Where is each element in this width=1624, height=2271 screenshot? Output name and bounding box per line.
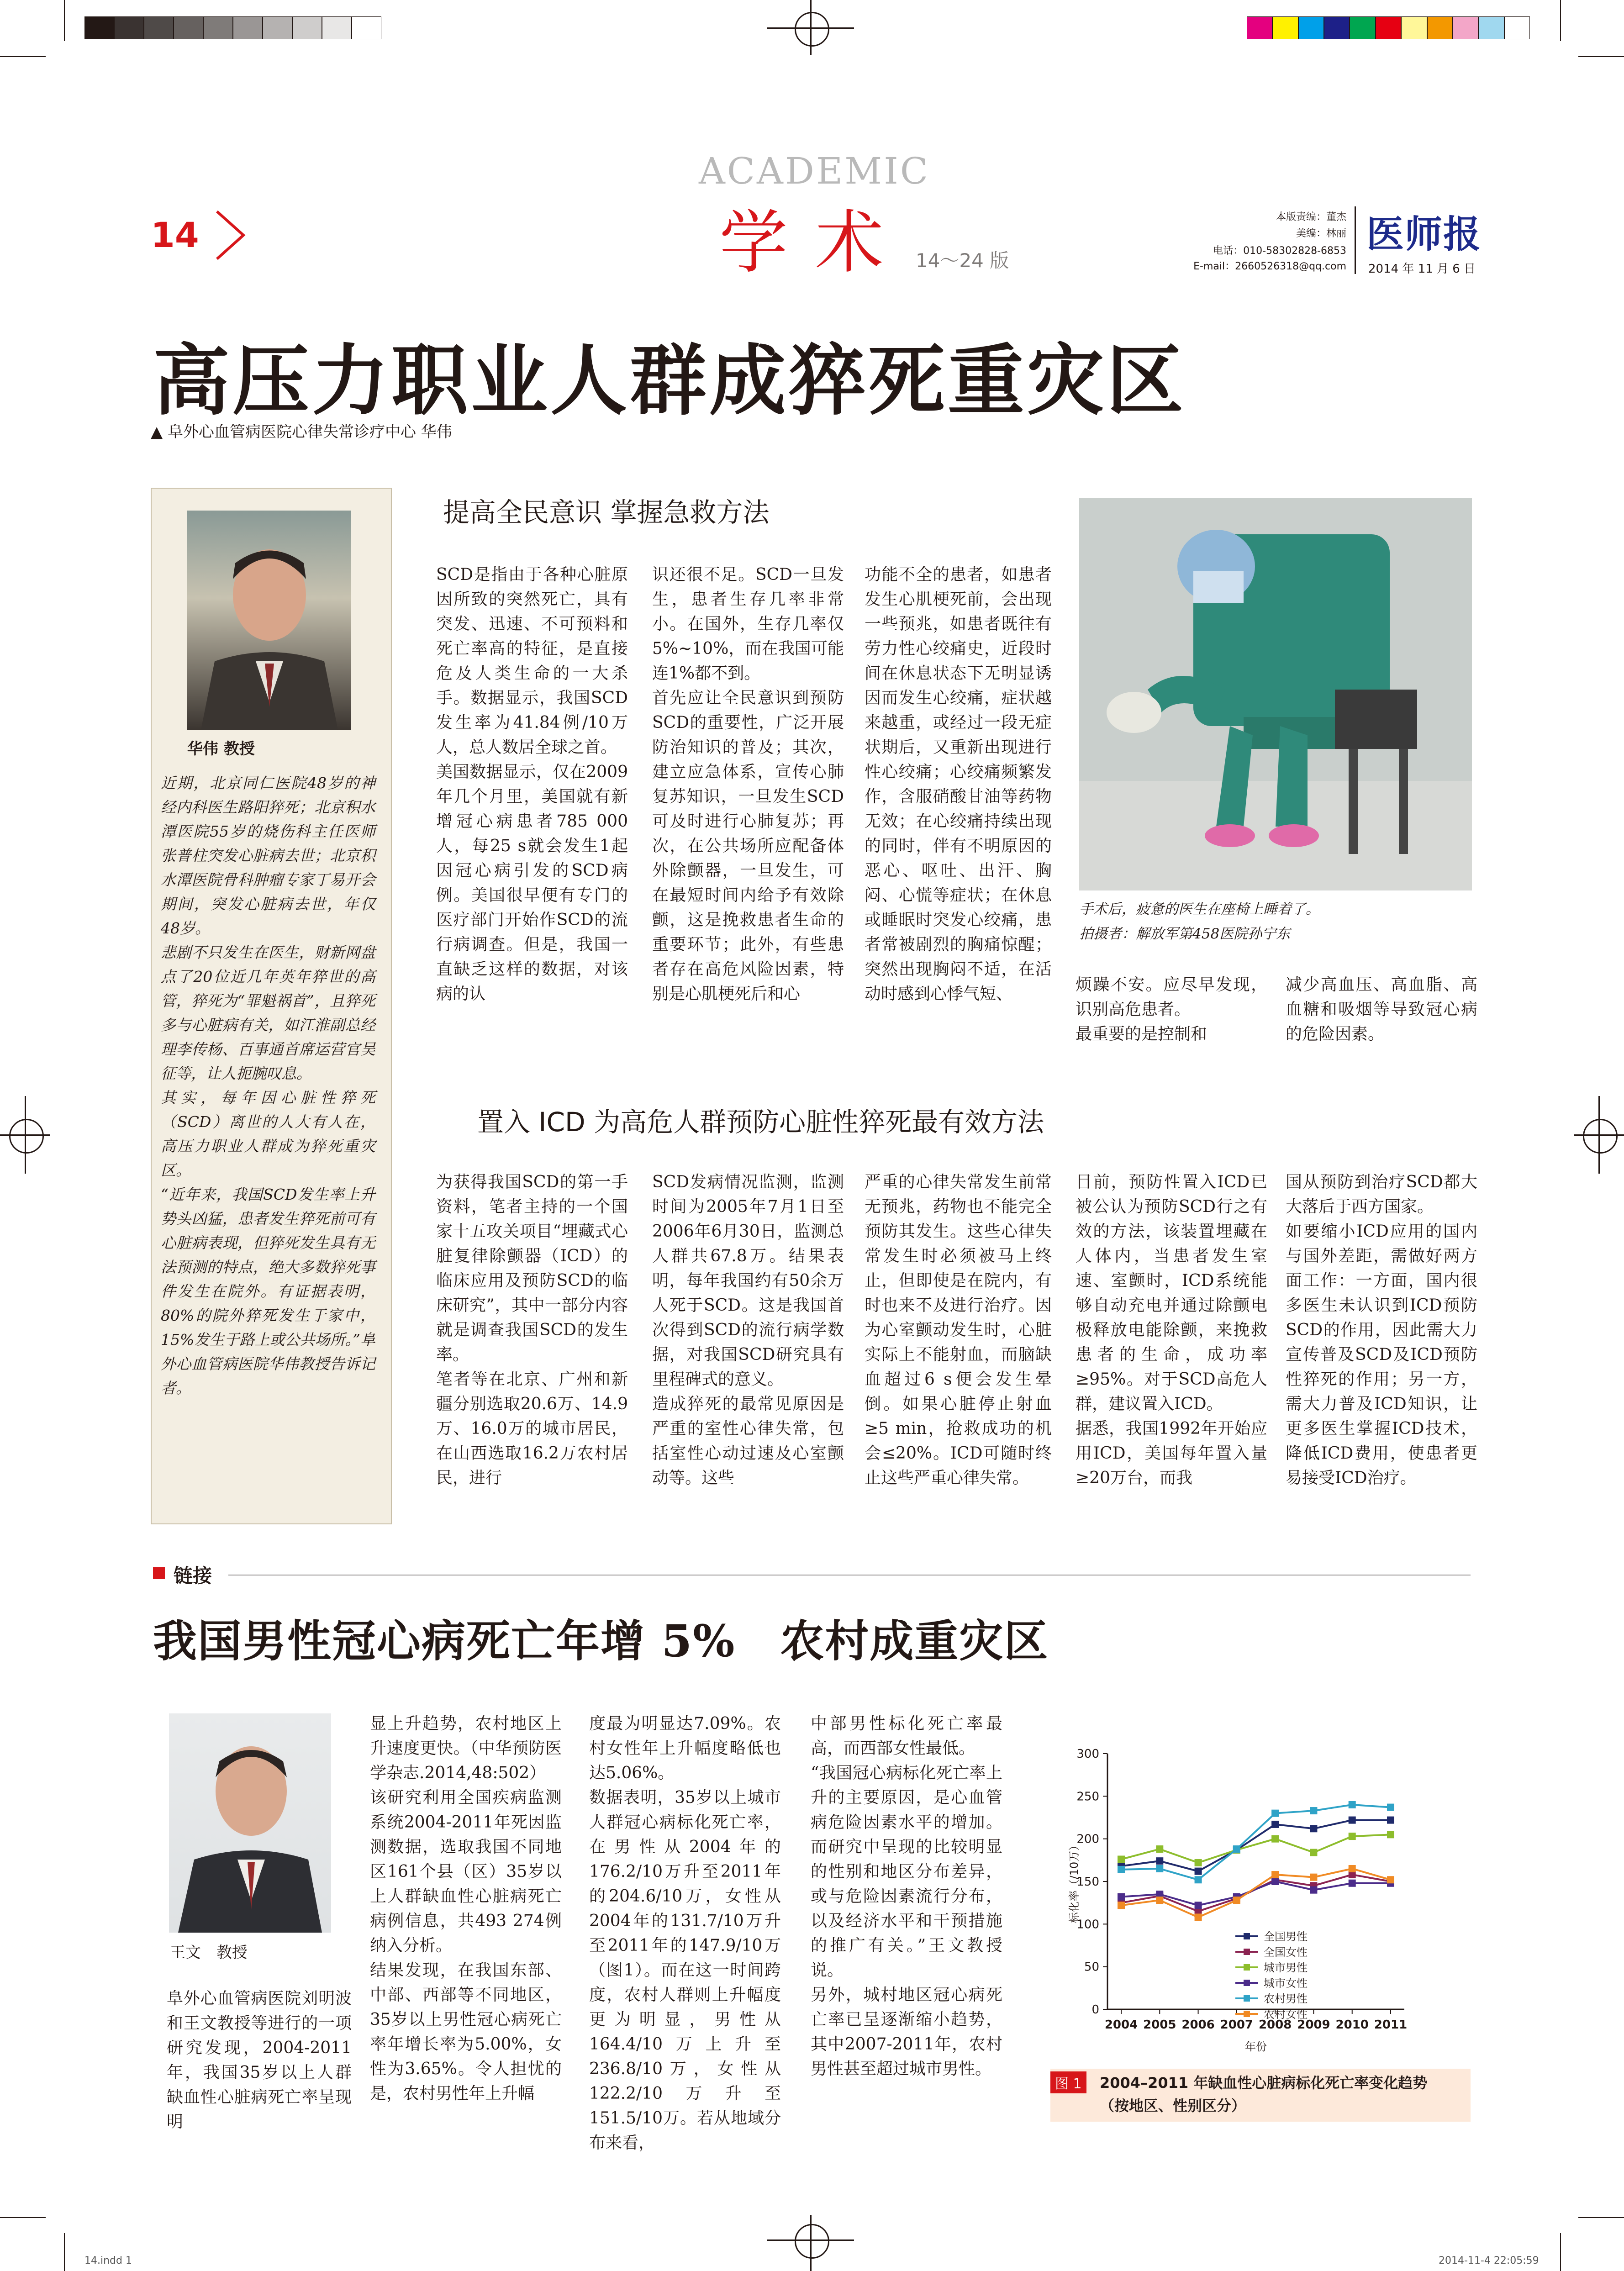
x-tick-label: 2005 — [1143, 2018, 1176, 2032]
data-point — [1349, 1801, 1356, 1808]
data-point — [1349, 1833, 1356, 1840]
color-swatch — [1350, 16, 1375, 39]
registration-line — [810, 2215, 812, 2271]
color-swatch — [1401, 16, 1427, 39]
data-point — [1387, 1804, 1394, 1811]
registration-mark-top — [795, 12, 829, 47]
x-tick-label: 2006 — [1181, 2018, 1215, 2032]
crop-mark — [0, 56, 46, 57]
legend-label: 农村男性 — [1264, 1992, 1308, 2005]
data-point — [1310, 1807, 1317, 1814]
registration-line — [810, 0, 812, 55]
page-arrow-icon — [212, 208, 249, 263]
section2-col1: 为获得我国SCD的第一手资料，笔者主持的一个国家十五攻关项目“埋藏式心脏复律除颤器（ICD）的临床应用及预防SCD的临床研究”，其中一部分内容就是调查我国SCD的发生率。 笔者等在北京、广州和新疆分别选取20.6万、14.9万、16.0万的城市居民，在山西选取16.2万农村居民，进行 — [436, 1173, 628, 1487]
legend-marker — [1244, 1980, 1250, 1986]
data-point — [1118, 1893, 1125, 1901]
data-point — [1156, 1857, 1163, 1865]
crop-mark — [1560, 0, 1561, 41]
page-headline: 高压力职业人群成猝死重灾区 — [153, 335, 1186, 426]
section3-col3: 度最为明显达7.09%。农村女性年上升幅度略低也达5.06%。 数据表明，35岁以上城市人群冠心病标化死亡率，在男性从2004年的176.2/10万升至2011年的204.6/10万，女性从2004年的131.7/10万升至2011年的147.9/10万（图1）。而在这一时间跨度，农村人群则上升幅度更为明显，男性从164.4/10万上升至236.8/10万，女性从122.2/10万升至151.5/10万。若从地域分布来看， — [589, 1714, 781, 2152]
legend-label: 全国女性 — [1264, 1946, 1308, 1959]
data-point — [1156, 1845, 1163, 1853]
gray-swatch — [322, 16, 352, 39]
legend-marker — [1244, 1949, 1250, 1955]
x-tick-label: 2007 — [1220, 2018, 1254, 2032]
color-swatch — [1324, 16, 1350, 39]
color-swatch — [1272, 16, 1298, 39]
crop-mark — [1578, 2217, 1624, 2218]
section1-col4: 烦躁不安。应尽早发现，识别高危患者。 最重要的是控制和 — [1076, 975, 1267, 1043]
color-swatch-strip — [1247, 16, 1530, 39]
author-photo-caption: 华伟 教授 — [187, 740, 255, 758]
editor-credit: 本版责编：董杰 — [1276, 211, 1346, 223]
data-point — [1310, 1825, 1317, 1832]
data-point — [1118, 1866, 1125, 1873]
data-point — [1310, 1849, 1317, 1856]
section2-col4: 目前，预防性置入ICD已被公认为预防SCD行之有效的方法，该装置埋藏在人体内，当患者发生室速、室颤时，ICD系统能够自动充电并通过除颤电极释放电能除颤，来挽救患者的生命，成功率≥95%。对于SCD高危人群，建议置入ICD。 据悉，我国1992年开始应用ICD，美国每年置入量≥20万台，而我 — [1076, 1173, 1267, 1487]
legend-marker — [1244, 1964, 1250, 1971]
y-tick-label: 150 — [1076, 1875, 1099, 1889]
legend-marker — [1244, 2011, 1250, 2017]
registration-mark-left — [9, 1119, 44, 1154]
gray-swatch — [174, 16, 203, 39]
figure-title-line2: （按地区、性别区分） — [1100, 2097, 1246, 2114]
gray-swatch — [84, 16, 114, 39]
crop-mark — [1560, 2233, 1561, 2271]
crop-mark — [64, 0, 65, 41]
gray-swatch — [233, 16, 263, 39]
link-label: 链接 — [174, 1565, 212, 1587]
data-point — [1118, 1902, 1125, 1909]
x-tick-label: 2009 — [1297, 2018, 1330, 2032]
legend-marker — [1244, 1995, 1250, 2002]
section2-col2: SCD发病情况监测，监测时间为2005年7月1日至2006年6月30日，监测总人群共67.8万。结果表明，每年我国约有50余万人死于SCD。这是我国首次得到SCD的流行病学数据，对我国SCD研究具有里程碑式的意义。 造成猝死的最常见原因是严重的室性心律失常，包括室性心动过速及心室颤动等。这些 — [652, 1173, 844, 1487]
color-swatch — [1298, 16, 1324, 39]
data-point — [1310, 1886, 1317, 1894]
data-point — [1271, 1810, 1279, 1817]
data-point — [1271, 1878, 1279, 1885]
contact-phone: 电话：010-58302828-6853 — [1213, 245, 1346, 257]
section3-col2: 显上升趋势，农村地区上升速度更快。（中华预防医学杂志.2014,48:502） 该研究利用全国疾病监测系统2004-2011年死因监测数据，选取我国不同地区161个县（区）35岁以上人群缺血性心脏病死亡病例信息，共493 274例纳入分析。 结果发现，在我国东部、中部、西部等不同地区，35岁以上男性冠心病死亡率年增长率为5.00%，女性为3.65%。令人担忧的是，农村男性年上升幅 — [370, 1714, 562, 2103]
data-point — [1387, 1876, 1394, 1883]
data-point — [1349, 1865, 1356, 1872]
section1-col1: SCD是指由于各种心脏原因所致的突然死亡，具有突发、迅速、不可预料和死亡率高的特征，是直接危及人类生命的一大杀手。数据显示，我国SCD发生率为41.84例/10万人，总人数居全球之首。 美国数据显示，仅在2009年几个月里，美国就有新增冠心病患者785 000人，每25 s就会发生1起因冠心病引发的SCD病例。美国很早便有专门的医疗部门开始作SCD的流行病调查。但是，我国一直缺乏这样的数据，对该病的认 — [436, 565, 628, 1003]
y-tick-label: 100 — [1076, 1918, 1099, 1932]
legend-marker — [1244, 1933, 1250, 1939]
gray-swatch — [203, 16, 233, 39]
section2-col3: 严重的心律失常发生前常无预兆，药物也不能完全预防其发生。这些心律失常发生时必须被马上终止，但即使是在院内，有时也来不及进行治疗。因为心室颤动发生时，心脏实际上不能射血，而脑缺血超过6 s便会发生晕倒。如果心脏停止射血≥5 min，抢救成功的机会≤20%。ICD可随时终止这些严重心律失常。 — [865, 1173, 1052, 1487]
data-point — [1349, 1880, 1356, 1887]
author-photo — [187, 511, 351, 730]
y-tick-label: 0 — [1091, 2003, 1099, 2017]
y-tick-label: 300 — [1076, 1747, 1099, 1761]
sleeping-doctor-photo — [1079, 498, 1472, 890]
section1-col2: 识还很不足。SCD一旦发生，患者生存几率非常小。在国外，生存几率仅5%~10%，而在我国可能连1%都不到。 首先应让全民意识到预防SCD的重要性，广泛开展防治知识的普及；其次，建立应急体系，宣传心肺复苏知识，一旦发生SCD可及时进行心肺复苏；再次，在公共场所应配备体外除颤器，一旦发生，可在最短时间内给予有效除颤，这是挽救患者生命的重要环节；此外，有些患者存在高危风险因素，特别是心肌梗死后和心 — [652, 565, 844, 1003]
wang-wen-caption: 王文 教授 — [170, 1944, 248, 1962]
color-swatch — [1478, 16, 1504, 39]
link-marker-icon — [153, 1567, 165, 1579]
section1-col5: 减少高血压、高血脂、高血糖和吸烟等导致冠心病的危险因素。 — [1286, 975, 1477, 1043]
legend-label: 全国男性 — [1264, 1930, 1308, 1943]
section3-col1: 阜外心血管病医院刘明波和王文教授等进行的一项研究发现，2004-2011年，我国35岁以上人群缺血性心脏病死亡率呈现明 — [167, 1989, 352, 2131]
sidebar-body: 近期，北京同仁医院48岁的神经内科医生路阳猝死；北京积水潭医院55岁的烧伤科主任医师张普柱突发心脏病去世；北京积水潭医院骨科肿瘤专家丁易开会期间，突发心脏病去世，年仅48岁。 悲剧不只发生在医生，财新网盘点了20位近几年英年猝世的高管，猝死为“罪魁祸首”，且猝死多与心脏病有关，如江淮副总经理李传杨、百事通首席运营官吴征等，让人扼腕叹息。 其实，每年因心脏性猝死（SCD）离世的人大有人在，高压力职业人群成为猝死重灾区。 “近年来，我国SCD发生率上升势头凶猛，患者发生猝死前可有心脏病表现，但猝死发生具有无法预测的特点，绝大多数猝死事件发生在院外。有证据表明，80%的院外猝死发生于家中，15%发生于路上或公共场所。”阜外心血管病医院华伟教授告诉记者。 — [161, 774, 375, 1397]
page-number: 14 — [151, 215, 199, 255]
photo-caption-line2: 拍摄者：解放军第458医院孙宁东 — [1079, 926, 1291, 942]
section-title: 学 术 — [719, 203, 886, 283]
figure-label: 图 1 — [1050, 2071, 1086, 2093]
y-tick-label: 50 — [1084, 1960, 1099, 1974]
masthead-divider — [1355, 206, 1356, 274]
data-point — [1233, 1845, 1240, 1853]
crop-mark — [0, 2217, 46, 2218]
legend-label: 城市男性 — [1264, 1961, 1308, 1974]
section1-heading: 提高全民意识 掌握急救方法 — [443, 497, 770, 528]
data-point — [1195, 1902, 1202, 1909]
data-point — [1271, 1821, 1279, 1828]
figure-title-line1: 2004–2011 年缺血性心脏病标化死亡率变化趋势 — [1100, 2074, 1428, 2092]
data-point — [1195, 1913, 1202, 1921]
gray-swatch — [114, 16, 144, 39]
data-point — [1271, 1871, 1279, 1878]
color-swatch — [1504, 16, 1530, 39]
data-point — [1271, 1835, 1279, 1843]
registration-mark-right — [1583, 1119, 1618, 1154]
designer-credit: 美编：林丽 — [1296, 228, 1346, 239]
legend-label: 城市女性 — [1264, 1977, 1308, 1990]
mortality-trend-chart — [1046, 1731, 1484, 2082]
y-tick-label: 200 — [1076, 1832, 1099, 1846]
legend-label: 农村女性 — [1264, 2008, 1308, 2021]
section1-col3: 功能不全的患者，如患者发生心肌梗死前，会出现一些预兆，如患者既往有劳力性心绞痛史，近段时间在休息状态下无明显诱因而发生心绞痛，症状越来越重，或经过一段无症状期后，又重新出现进行性心绞痛；心绞痛频繁发作，含服硝酸甘油等药物无效；在心绞痛持续出现的同时，伴有不明原因的恶心、呕吐、出汗、胸闷、心慌等症状；在休息或睡眠时突发心绞痛，患者常被剧烈的胸痛惊醒；突然出现胸闷不适，在活动时感到心悸气短、 — [865, 565, 1052, 1003]
crop-mark — [64, 2233, 65, 2271]
data-point — [1156, 1865, 1163, 1872]
section-pages: 14～24 版 — [916, 249, 1009, 272]
data-point — [1195, 1876, 1202, 1883]
issue-date: 2014 年 11 月 6 日 — [1368, 262, 1476, 276]
color-swatch — [1427, 16, 1453, 39]
x-tick-label: 2011 — [1374, 2018, 1408, 2032]
x-tick-label: 2008 — [1258, 2018, 1292, 2032]
data-point — [1195, 1859, 1202, 1866]
section3-col4: 中部男性标化死亡率最高，而西部女性最低。 “我国冠心病标化死亡率上升的主要原因，是心血管病危险因素水平的增加。而研究中呈现的比较明显的性别和地区分布差异，或与危险因素流行分布，以及经济水平和干预措施的推广有关。”王文教授说。 另外，城村地区冠心病死亡率已呈逐渐缩小趋势，其中2007-2011年，农村男性甚至超过城市男性。 — [811, 1714, 1002, 2078]
registration-mark-bottom — [795, 2224, 829, 2259]
data-point — [1118, 1855, 1125, 1863]
data-point — [1387, 1831, 1394, 1838]
data-point — [1387, 1817, 1394, 1824]
crop-mark — [1578, 56, 1624, 57]
slug-left: 14.indd 1 — [84, 2255, 132, 2266]
secondary-headline: 我国男性冠心病死亡年增 5% 农村成重灾区 — [153, 1615, 1049, 1667]
x-tick-label: 2004 — [1104, 2018, 1138, 2032]
registration-line — [1598, 1096, 1600, 1174]
data-point — [1195, 1868, 1202, 1875]
gray-swatch — [144, 16, 174, 39]
data-point — [1349, 1817, 1356, 1824]
section-english-title: ACADEMIC — [699, 150, 930, 192]
gray-swatch-strip — [84, 16, 381, 39]
gray-swatch — [352, 16, 381, 39]
contact-email: E-mail：2660526318@qq.com — [1193, 261, 1346, 272]
color-swatch — [1453, 16, 1478, 39]
section2-heading: 置入 ICD 为高危人群预防心脏性猝死最有效方法 — [477, 1107, 1044, 1138]
data-point — [1310, 1874, 1317, 1881]
wang-wen-photo — [169, 1713, 331, 1933]
y-tick-label: 250 — [1076, 1790, 1099, 1804]
x-tick-label: 2010 — [1335, 2018, 1369, 2032]
y-axis-title: 标化率（/10万） — [1068, 1839, 1081, 1923]
section2-col5: 国从预防到治疗SCD都大大落后于西方国家。 如要缩小ICD应用的国内与国外差距，需做好两方面工作：一方面，国内很多医生未认识到ICD预防SCD的作用，因此需大力宣传普及SCD及ICD预防性猝死的作用；另一方，需大力普及ICD知识，让更多医生掌握ICD技术，降低ICD费用，使患者更易接受ICD治疗。 — [1286, 1173, 1477, 1487]
slug-right: 2014-11-4 22:05:59 — [1439, 2255, 1539, 2266]
paper-logo: 医师报 — [1366, 212, 1482, 256]
byline: ▲ 阜外心血管病医院心律失常诊疗中心 华伟 — [151, 423, 452, 441]
x-axis-title: 年份 — [1245, 2040, 1267, 2053]
data-point — [1233, 1897, 1240, 1904]
color-swatch — [1376, 16, 1401, 39]
gray-swatch — [292, 16, 322, 39]
registration-line — [25, 1096, 26, 1174]
data-point — [1156, 1897, 1163, 1904]
photo-caption-line1: 手术后，疲惫的医生在座椅上睡着了。 — [1079, 901, 1320, 917]
color-swatch — [1247, 16, 1272, 39]
gray-swatch — [263, 16, 292, 39]
